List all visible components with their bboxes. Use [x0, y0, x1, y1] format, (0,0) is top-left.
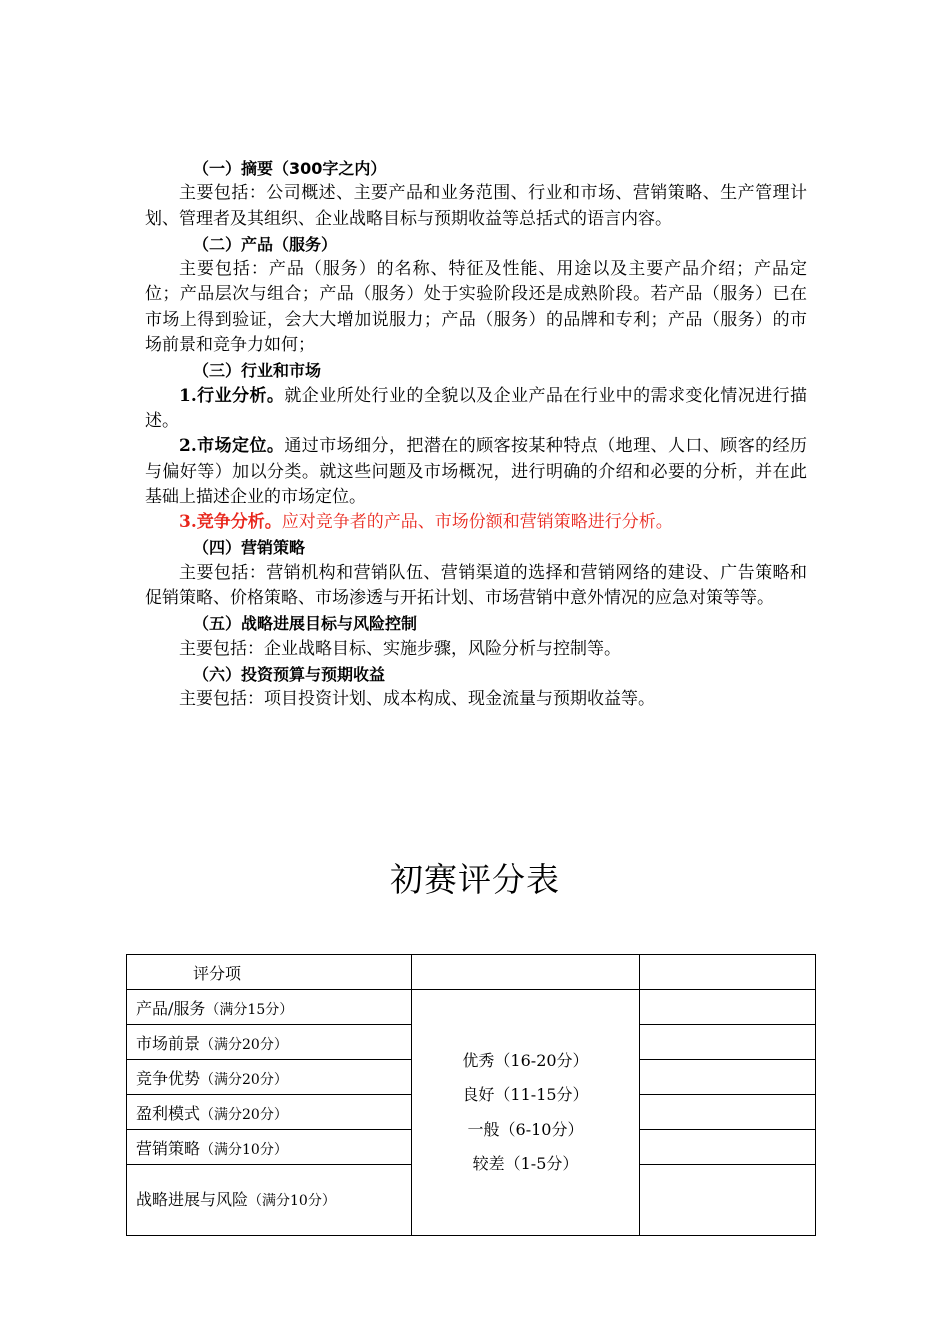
section-body-marketing: 主要包括：营销机构和营销队伍、营销渠道的选择和营销网络的建设、广告策略和促销策略、价格策略、市场渗透与开拓计划、市场营销中意外情况的应急对策等等。: [145, 562, 807, 609]
section-heading-summary: （一）摘要（300字之内）: [193, 159, 387, 178]
section-body-strategy: 主要包括：企业战略目标、实施步骤，风险分析与控制等。: [179, 638, 621, 659]
section-heading-strategy: （五）战略进展目标与风险控制: [193, 614, 418, 634]
section-heading-marketing: （四）营销策略: [193, 538, 306, 558]
score-cell: [640, 1130, 816, 1165]
grade-excellent: 优秀（16-20分）: [462, 1050, 589, 1070]
grade-poor: 较差（1-5分）: [472, 1154, 579, 1173]
section-heading-industry: （三）行业和市场: [193, 361, 322, 381]
scoring-table: [126, 954, 816, 1236]
section-body-summary: 主要包括：公司概述、主要产品和业务范围、行业和市场、营销策略、生产管理计划、管理者及其组织、企业战略目标与预期收益等总括式的语言内容。: [145, 183, 807, 229]
score-cell: [640, 1165, 816, 1236]
scoring-item: 产品/服务（满分15分）: [127, 990, 412, 1025]
grade-levels: [412, 990, 640, 1236]
scoring-item: 营销策略（满分10分）: [127, 1130, 412, 1165]
table-row: [127, 990, 816, 1025]
market-positioning-lead: 2.市场定位。: [179, 436, 285, 457]
grade-average: 一般（6-10分）: [467, 1119, 584, 1139]
header-empty-cell: [412, 955, 640, 990]
section-body-product: 主要包括：产品（服务）的名称、特征及性能、用途以及主要产品介绍；产品定位；产品层次与组合；产品（服务）处于实验阶段还是成熟阶段。若产品（服务）已在市场上得到验证，会大大增加说服力；产品（服务）的品牌和专利；产品（服务）的市场前景和竞争力如何；: [145, 259, 807, 356]
competition-analysis-paragraph: [145, 510, 807, 535]
score-cell: [640, 990, 816, 1025]
business-plan-outline: [145, 156, 807, 713]
score-cell: [640, 1095, 816, 1130]
score-cell: [640, 1060, 816, 1095]
industry-analysis-lead: 1.行业分析。: [179, 385, 285, 406]
scoring-item: 竞争优势（满分20分）: [127, 1060, 412, 1095]
scoring-item: 市场前景（满分20分）: [127, 1025, 412, 1060]
header-empty-cell: [640, 955, 816, 990]
competition-analysis-lead: 3.竞争分析。: [179, 512, 282, 533]
section-heading-product: （二）产品（服务）: [193, 234, 338, 254]
section-heading-investment: （六）投资预算与预期收益: [193, 664, 386, 684]
industry-analysis-paragraph: [145, 384, 807, 435]
competition-analysis-text: 应对竞争者的产品、市场份额和营销策略进行分析。: [281, 512, 673, 533]
table-header-row: [127, 955, 816, 990]
market-positioning-paragraph: [145, 434, 807, 510]
section-body-investment: 主要包括：项目投资计划、成本构成、现金流量与预期收益等。: [179, 689, 655, 710]
scoring-table-title: 初赛评分表: [390, 860, 560, 899]
industry-analysis-text: 就企业所处行业的全貌以及企业产品在行业中的需求变化情况进行描述。: [145, 385, 808, 431]
market-positioning-text: 通过市场细分，把潜在的顾客按某种特点（地理、人口、顾客的经历与偏好等）加以分类。就这些问题及市场概况，进行明确的介绍和必要的分析，并在此基础上描述企业的市场定位。: [145, 436, 808, 507]
header-scoring-item: 评分项: [127, 955, 412, 990]
score-cell: [640, 1025, 816, 1060]
scoring-item: 战略进展与风险（满分10分）: [127, 1165, 412, 1236]
grade-good: 良好（11-15分）: [462, 1085, 589, 1104]
scoring-item: 盈利模式（满分20分）: [127, 1095, 412, 1130]
